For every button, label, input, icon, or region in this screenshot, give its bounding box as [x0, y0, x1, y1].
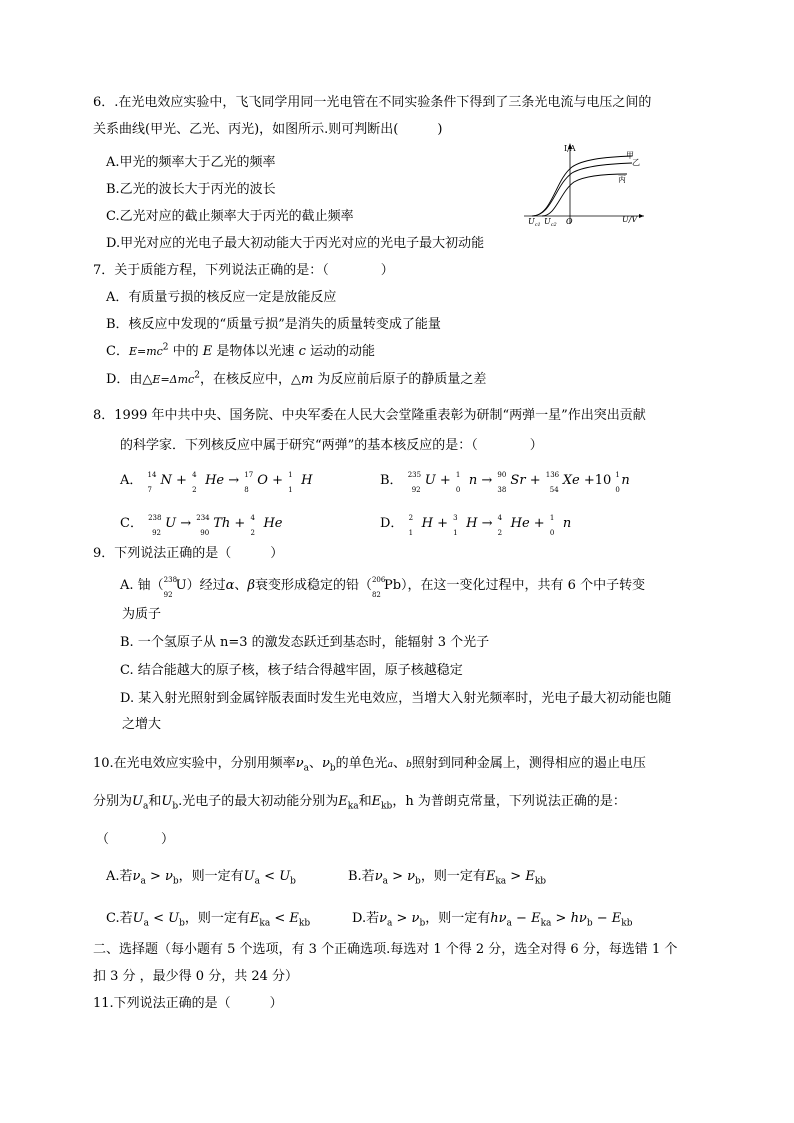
q6-stem-line2: 关系曲线(甲光、乙光、丙光)，如图所示.则可判断出( )	[93, 122, 443, 137]
q10-stem-line2: 分别为$U_a$和$U_b$.光电子的最大初动能分别为$E_{ka}$和$E_{kb}$，h 为普朗克常量，下列说法正确的是：	[93, 794, 626, 812]
y-axis-label: I/A	[564, 144, 576, 153]
x-axis-arrow	[639, 214, 644, 218]
q6-stem-line1: 6．.在光电效应实验中，飞飞同学用同一光电管在不同实验条件下得到了三条光电流与电压之间的	[93, 95, 652, 110]
q6-option-b: B.乙光的波长大于丙光的波长	[106, 182, 276, 197]
curve-bing	[542, 174, 627, 216]
origin-label: O	[566, 217, 573, 226]
q9-option-a-line2: 为质子	[122, 607, 162, 622]
q7-option-a: A．有质量亏损的核反应一定是放能反应	[106, 290, 337, 305]
curve-yi	[532, 163, 632, 216]
q10-option-b: B.若$\nu_a > \nu_b$，则一定有$E_{ka} > E_{kb}$	[348, 869, 547, 887]
q7-option-c: C．$E=mc^2$ 中的 E 是物体以光速 c 运动的动能	[106, 342, 375, 359]
q7-option-d: D．由△E=Δmc$^2$，在核反应中，△m 为反应前后原子的静质量之差	[106, 370, 487, 387]
q8-option-c: C． U 238 92 → Th 234 90 + He 4 2	[120, 514, 283, 537]
q8-stem-line1: 8．1999 年中共中央、国务院、中央军委在人民大会堂隆重表彰为研制“两弹一星”作出突出贡献	[93, 408, 646, 423]
q10-stem-line1: 10.在光电效应实验中，分别用频率$\nu_a$、$\nu_b$的单色光a、b照射到同种金属上，测得相应的遏止电压	[93, 756, 646, 774]
q9-option-c: C. 结合能越大的原子核，核子结合得越牢固，原子核越稳定	[120, 663, 463, 678]
x-axis-label: U/V	[622, 215, 638, 224]
q6-option-a: A.甲光的频率大于乙光的频率	[106, 155, 276, 170]
q9-option-d-line2: 之增大	[122, 717, 162, 732]
q11-stem: 11.下列说法正确的是（ ）	[93, 996, 283, 1011]
q7-stem: 7．关于质能方程，下列说法正确的是：（ ）	[93, 263, 394, 278]
q10-option-d: D.若$\nu_a > \nu_b$，则一定有$h\nu_a - E_{ka} > h\nu_b - E_{kb}$	[352, 911, 633, 929]
q6-option-c: C.乙光对应的截止频率大于丙光的截止频率	[106, 209, 354, 224]
q8-stem-line2: 的科学家．下列核反应中属于研究“两弹”的基本核反应的是：（ ）	[120, 438, 543, 453]
uc2-label: $U_{c2}$	[544, 217, 557, 228]
uc1-label: $U_{c1}$	[528, 217, 541, 228]
section-2-header-line2: 扣 3 分 ，最少得 0 分，共 24 分）	[93, 969, 299, 984]
section-2-header-line1: 二、选择题（每小题有 5 个选项，有 3 个正确选项.每选对 1 个得 2 分，选全对得 6 分，每选错 1 个	[93, 942, 678, 957]
q10-option-a: A.若$\nu_a > \nu_b$，则一定有$U_a < U_b$	[106, 869, 296, 887]
q9-option-d-line1: D. 某入射光照射到金属锌版表面时发生光电效应，当增大入射光频率时，光电子最大初动能也随	[120, 691, 672, 706]
curve-jia-label: 甲	[626, 151, 634, 160]
curve-yi-label: 乙	[632, 158, 640, 167]
q9-stem: 9．下列说法正确的是（ ）	[93, 546, 284, 561]
q9-option-b: B. 一个氢原子从 n=3 的激发态跃迁到基态时，能辐射 3 个光子	[120, 635, 490, 650]
curve-bing-label: 丙	[618, 175, 626, 184]
q8-option-b: B． U 235 92 + n 1 0 → Sr 90 38 + Xe 136 54 +10 n 1 0	[380, 471, 630, 494]
q10-option-c: C.若$U_a < U_b$，则一定有$E_{ka} < E_{kb}$	[106, 911, 311, 929]
q6-iv-curve-figure	[522, 140, 647, 230]
q10-stem-line3: （ ）	[96, 832, 175, 847]
curve-jia	[532, 156, 632, 216]
q6-option-d: D.甲光对应的光电子最大初动能大于丙光对应的光电子最大初动能	[106, 236, 485, 251]
q8-option-a: A． N 14 7 + He 4 2 → O 17 8 + H 1 1	[120, 471, 313, 494]
q9-option-a-line1: A. 铀（ U 238 92 ）经过α、β衰变形成稳定的铅（ Pb 206 82 ），在这一变化过程中，共有 6 个中子转变	[120, 576, 646, 599]
q8-option-d: D． H 2 1 + H 3 1 → He 4 2 + n 1 0	[380, 514, 572, 537]
q7-option-b: B．核反应中发现的“质量亏损”是消失的质量转变成了能量	[106, 317, 441, 332]
